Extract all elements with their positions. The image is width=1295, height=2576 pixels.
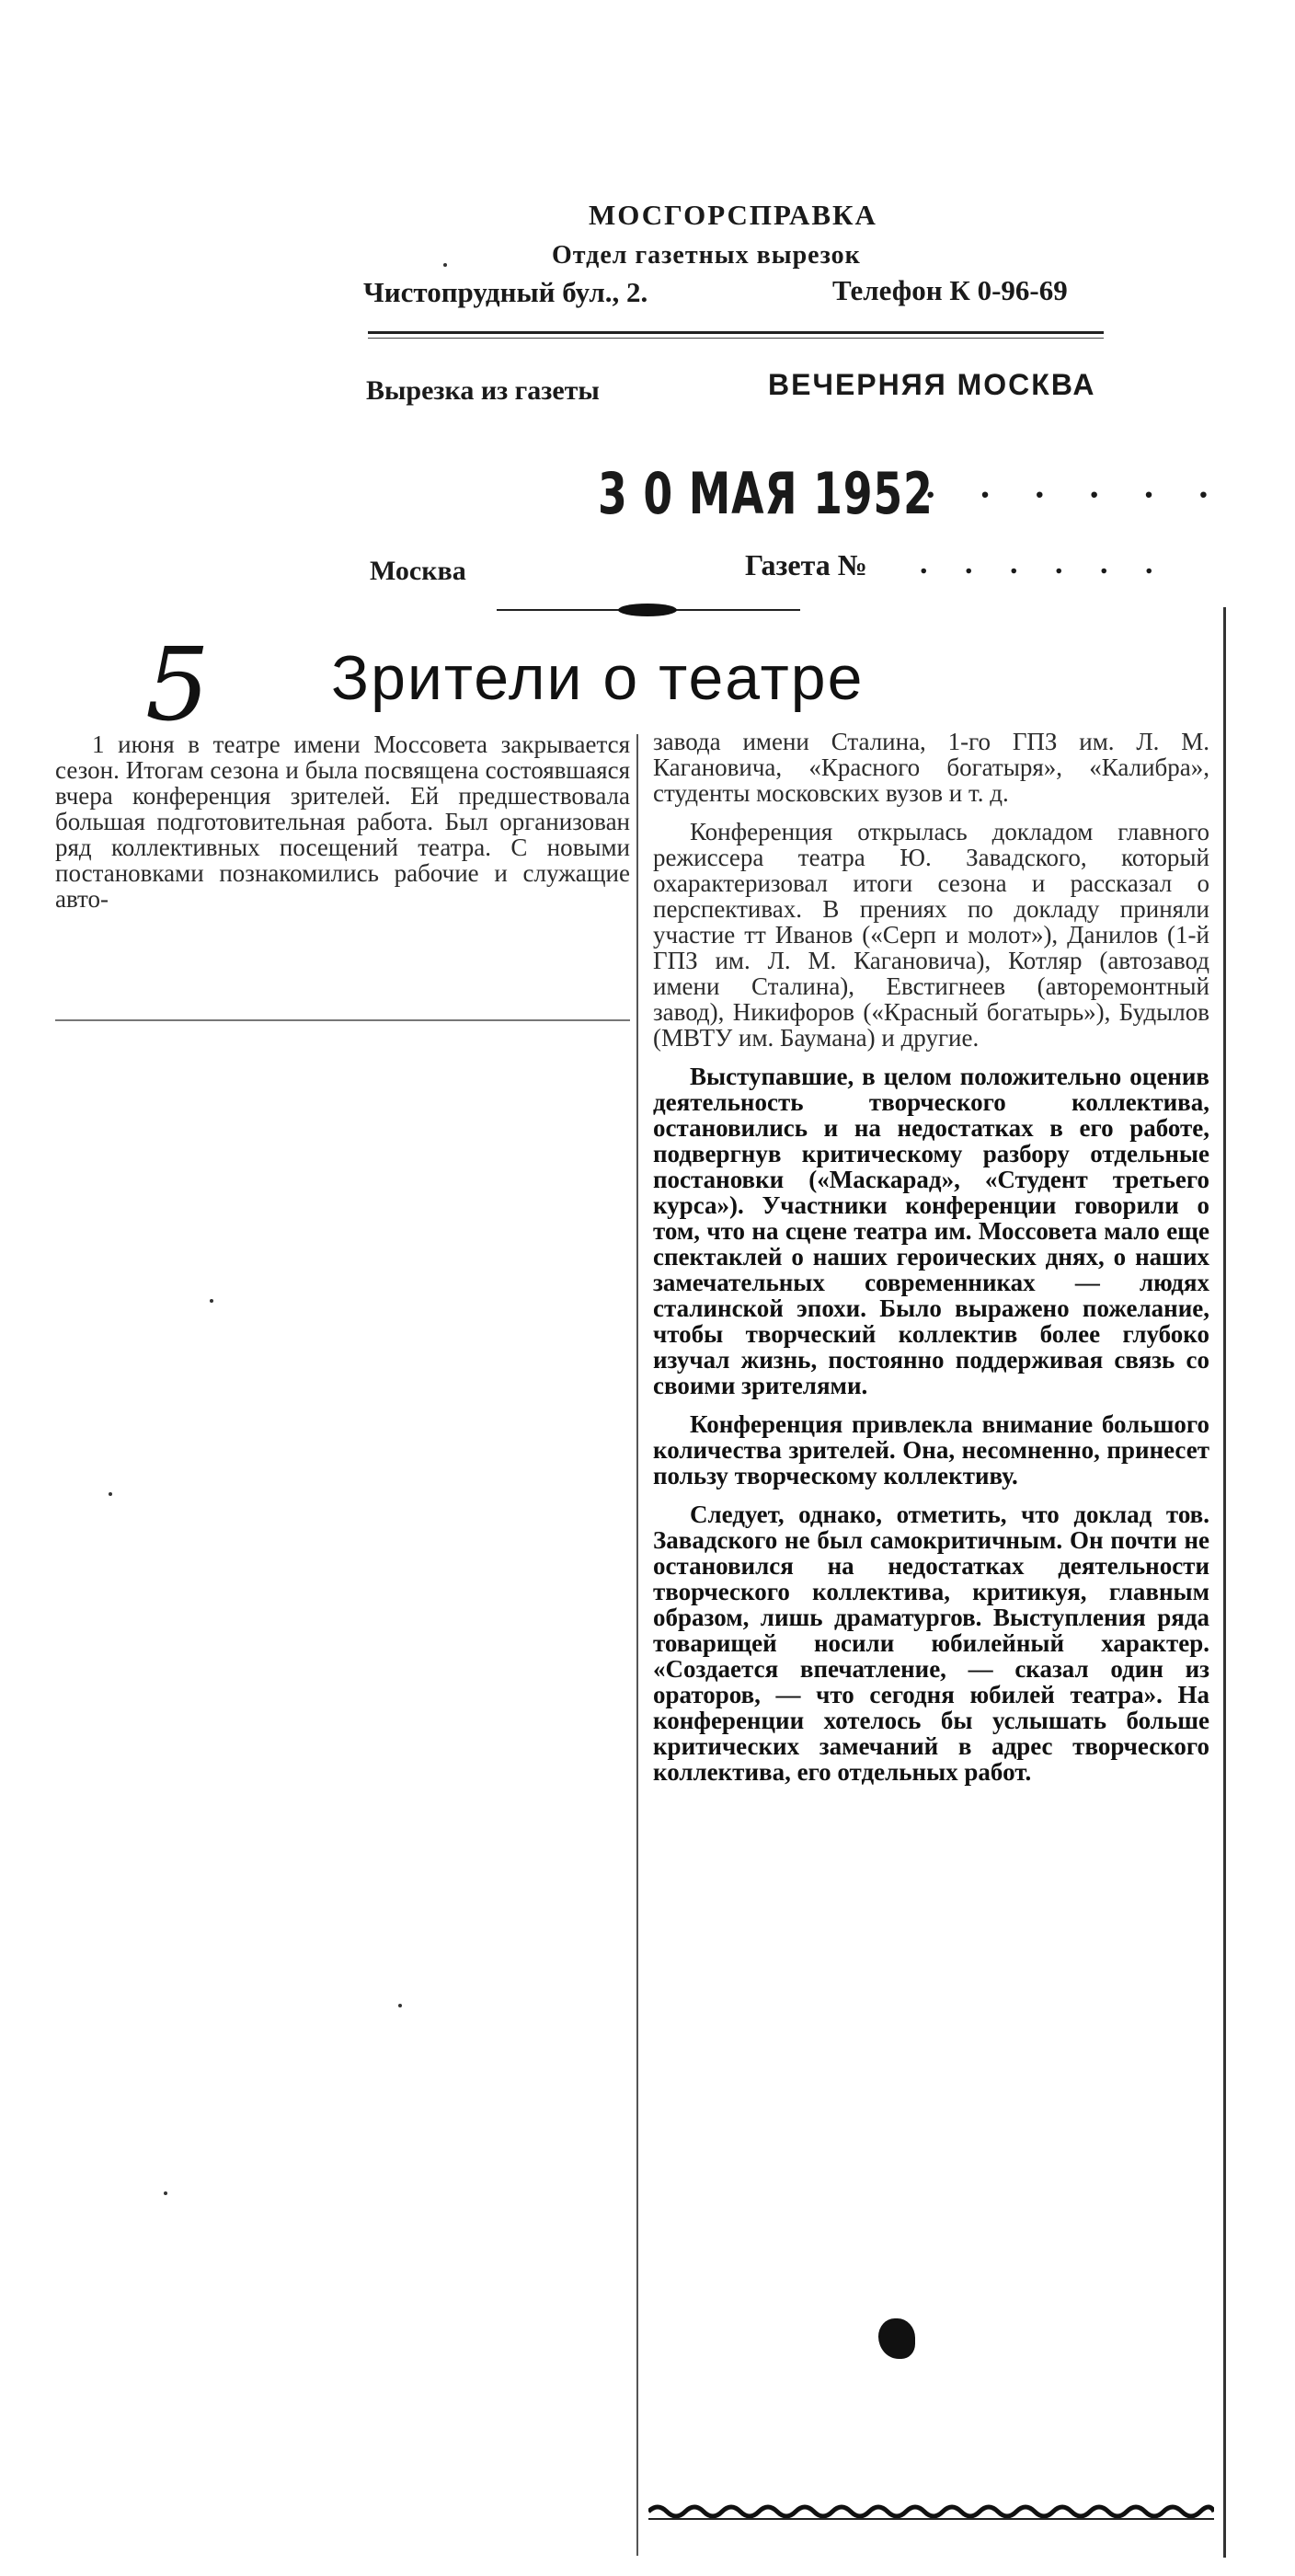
article-column-right xyxy=(653,729,1209,1785)
ink-blot xyxy=(878,2318,915,2359)
gazeta-number-dots: . . . . . . xyxy=(920,546,1168,581)
ink-speck xyxy=(443,263,447,267)
article-column-left xyxy=(55,731,630,912)
paragraph: завода имени Сталина, 1-го ГПЗ им. Л. М. Кагановича, «Красного богатыря», «Калибра», студенты московских вузов и т. д. xyxy=(653,728,1209,807)
paragraph: Следует, однако, отметить, что доклад тов. Завадского не был самокритичным. Он почти не остановился на недостатках деятельности творческого коллектива, критикуя, главным образом, лишь драматургов. Выступления ряда товарищей носили юбилейный характер. «Создается впечатление, — сказал один из ораторов, — что сегодня юбилей театра». На конференции хотелось бы услышать больше критических замечаний в адрес творческого коллектива, его отдельных работ. xyxy=(653,1501,1209,1786)
date-stamp: 3 0 МАЯ 1952 xyxy=(598,460,934,527)
handwritten-number: 5 xyxy=(145,635,210,736)
header-rule-thin xyxy=(368,338,1104,339)
clipping-edge-rule xyxy=(1223,607,1226,2558)
ink-speck xyxy=(398,2004,402,2007)
ink-speck xyxy=(109,1492,112,1496)
article-headline: Зрители о театре xyxy=(331,643,865,713)
paragraph: Конференция привлекла внимание большого количества зрителей. Она, несомненно, принесет пользу творческому коллективу. xyxy=(653,1410,1209,1489)
city-label: Москва xyxy=(370,556,466,586)
article-end-wave-ornament xyxy=(648,2501,1214,2523)
date-dots: · · · · · · xyxy=(924,474,1227,515)
column-divider xyxy=(636,734,638,2556)
divider-ornament xyxy=(618,604,677,616)
handwritten-mark-icon xyxy=(138,635,221,736)
stamp-address: Чистопрудный бул., 2. xyxy=(363,276,648,308)
stamp-phone: Телефон К 0-96-69 xyxy=(832,274,1068,306)
paragraph: Конференция открылась докладом главного режиссера театра Ю. Завадского, который охарактеризовал итоги сезона и рассказал о перспективах. В прениях по докладу приняли участие тт Иванов («Серп и молот»), Данилов (1-й ГПЗ им. Л. М. Кагановича), Котляр (автозавод имени Сталина), Евстигнеев (авторемонтный завод), Никифоров («Красный богатырь»), Будылов (МВТУ им. Баумана) и другие. xyxy=(653,818,1209,1052)
header-rule xyxy=(368,331,1104,334)
stamp-title: МОСГОРСПРАВКА xyxy=(589,199,877,231)
paragraph: 1 июня в театре имени Моссовета закрывается сезон. Итогам сезона и была посвящена состоявшаяся вчера конференция зрителей. Ей предшествовала большая подготовительная работа. Был организован ряд коллективных посещений театра. С новыми постановками познакомились рабочие и служащие авто- xyxy=(55,730,630,913)
stamp-department: Отдел газетных вырезок xyxy=(552,241,861,270)
clipping-label: Вырезка из газеты xyxy=(366,375,600,406)
paragraph: Выступавшие, в целом положительно оценив деятельность творческого коллектива, остановились и на недостатках в его работе, подвергнув критическому разбору отдельные постановки («Маскарад», «Студент третьего курса»). Участники конференции говорили о том, что на сцене театра им. Моссовета мало еще спектаклей о наших героических днях, о наших замечательных современниках — людях сталинской эпохи. Было выражено пожелание, чтобы творческий коллектив более глубоко изучал жизнь, постоянно поддерживая связь со своими зрителями. xyxy=(653,1063,1209,1399)
column-rule xyxy=(55,1019,630,1021)
newspaper-name: ВЕЧЕРНЯЯ МОСКВА xyxy=(768,368,1096,401)
ink-speck xyxy=(164,2191,167,2195)
gazeta-number-label: Газета № xyxy=(745,548,867,581)
ink-speck xyxy=(210,1299,213,1303)
